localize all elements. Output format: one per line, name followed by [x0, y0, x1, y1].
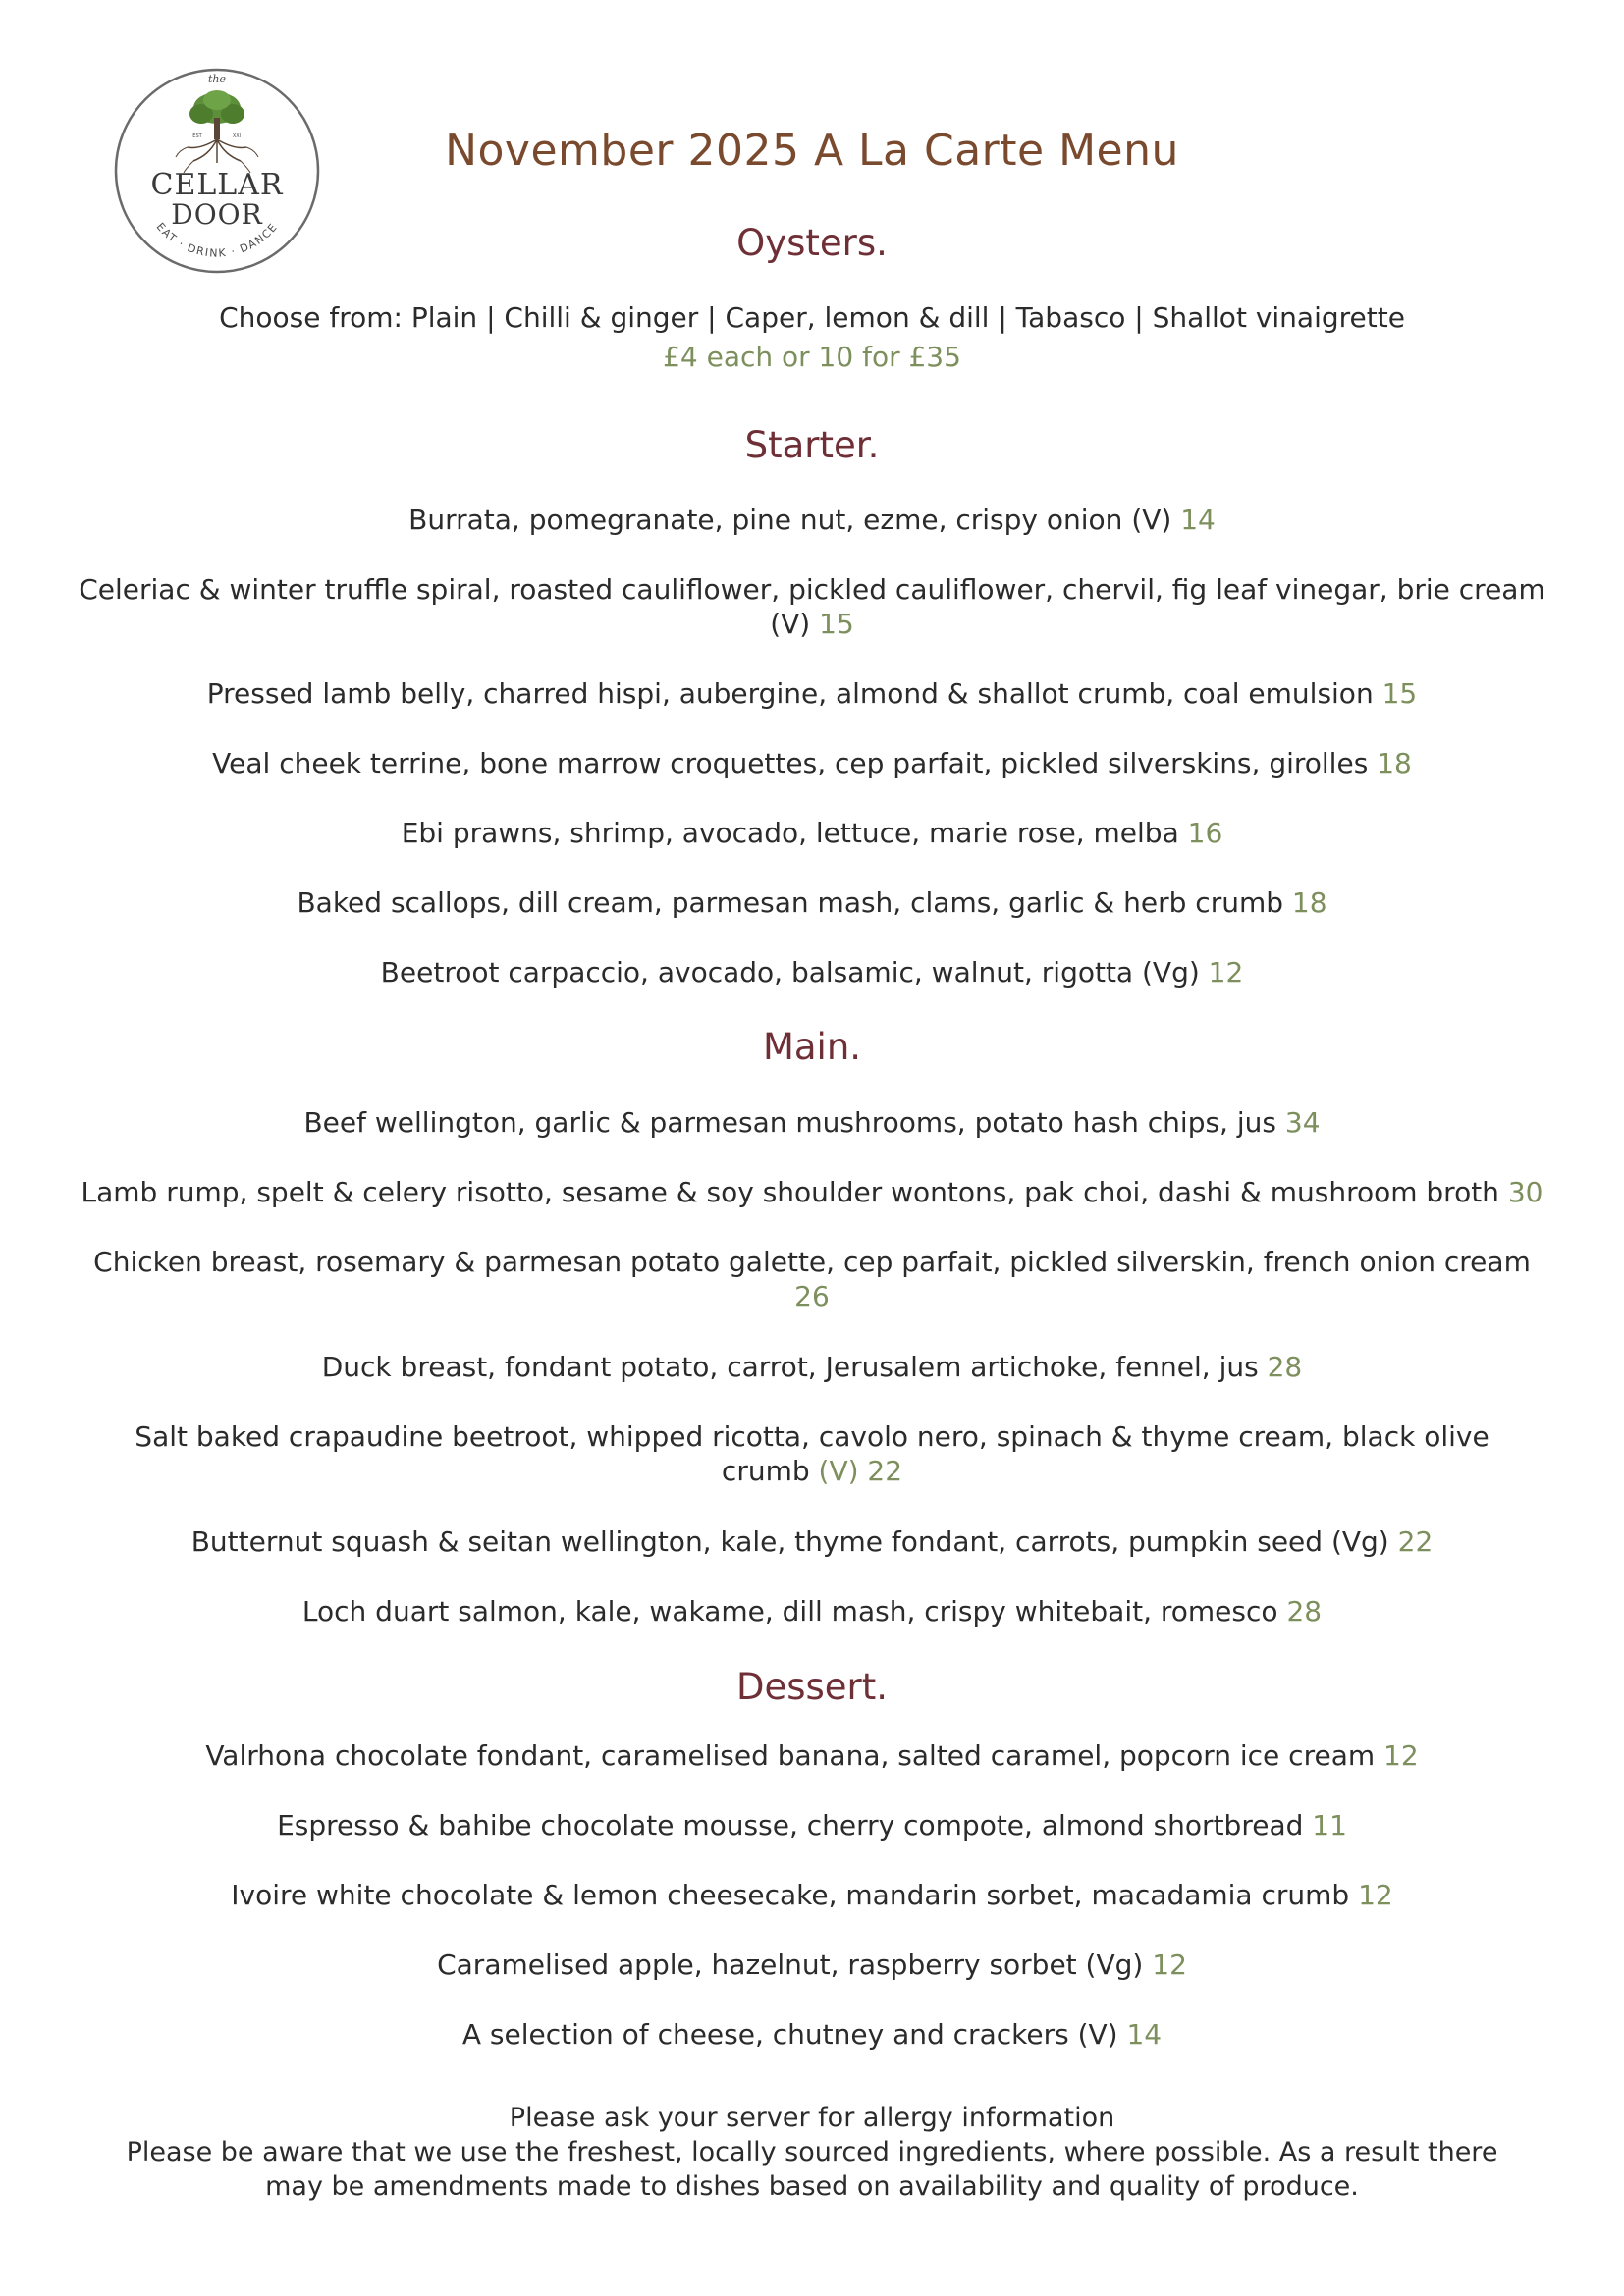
starter-heading: Starter.: [744, 424, 880, 466]
dish-text: Butternut squash & seitan wellington, kale, thyme fondant, carrots, pumpkin seed (Vg): [190, 1525, 1389, 1558]
dish-text: Lamb rump, spelt & celery risotto, sesame & soy shoulder wontons, pak choi, dashi & mushroom broth: [81, 1176, 1499, 1208]
logo-est-left: EST: [192, 133, 202, 139]
dish-text: Burrata, pomegranate, pine nut, ezme, crispy onion (V): [408, 504, 1172, 536]
sourcing-notice-line1: Please be aware that we use the freshest, locally sourced ingredients, where possible. As a result there: [126, 2137, 1498, 2167]
dessert-heading: Dessert.: [735, 1666, 889, 1708]
dessert-item: [79, 1948, 1545, 1982]
main-item: [79, 1245, 1545, 1313]
dish-price: 15: [819, 608, 854, 640]
dish-price: 11: [1312, 1809, 1347, 1842]
oysters-choices: Choose from: Plain | Chilli & ginger | Caper, lemon & dill | Tabasco | Shallot vinaigrette: [219, 301, 1405, 334]
dish-price: 15: [1381, 677, 1418, 710]
dish-text-continued: (V): [770, 608, 811, 640]
dish-price: 22: [1397, 1525, 1434, 1558]
dish-text: Duck breast, fondant potato, carrot, Jerusalem artichoke, fennel, jus: [321, 1351, 1259, 1383]
main-heading: Main.: [762, 1026, 862, 1068]
dish-text: Pressed lamb belly, charred hispi, aubergine, almond & shallot crumb, coal emulsion: [206, 677, 1374, 710]
dish-text: Beetroot carpaccio, avocado, balsamic, walnut, rigotta (Vg): [380, 956, 1200, 988]
logo-bottom-text: EAT · DRINK · DANCE: [153, 220, 281, 260]
main-item: [79, 1524, 1545, 1559]
dish-price: 14: [1126, 2018, 1163, 2051]
dish-price: 16: [1187, 817, 1223, 849]
dish-price: 18: [1377, 747, 1412, 779]
dessert-item: [79, 1878, 1545, 1912]
dish-text: Chicken breast, rosemary & parmesan potato galette, cep parfait, pickled silverskin, french onion cream: [93, 1246, 1531, 1278]
dish-text: Baked scallops, dill cream, parmesan mash, clams, garlic & herb crumb: [297, 886, 1283, 919]
dish-price: 12: [1208, 956, 1244, 988]
dish-price: 12: [1358, 1879, 1393, 1911]
oysters-price: £4 each or 10 for £35: [663, 341, 961, 373]
allergy-notice: Please ask your server for allergy information: [509, 2103, 1115, 2133]
starter-item: [79, 955, 1545, 989]
dish-text: Salt baked crapaudine beetroot, whipped ricotta, cavolo nero, spinach & thyme cream, black olive: [135, 1420, 1489, 1453]
menu-title: November 2025 A La Carte Menu: [445, 126, 1179, 176]
dish-price: 30: [1507, 1176, 1543, 1208]
dessert-item: [79, 1738, 1545, 1773]
main-item: [79, 1105, 1545, 1140]
dessert-item: [79, 2017, 1545, 2052]
dish-text: Veal cheek terrine, bone marrow croquettes, cep parfait, pickled silverskins, girolles: [212, 747, 1369, 779]
dish-text: Espresso & bahibe chocolate mousse, cherry compote, almond shortbread: [277, 1809, 1304, 1842]
dish-price: 28: [1267, 1351, 1303, 1383]
dish-text: A selection of cheese, chutney and crackers (V): [461, 2018, 1118, 2051]
main-item: [79, 1594, 1545, 1629]
dish-text: Ebi prawns, shrimp, avocado, lettuce, marie rose, melba: [401, 817, 1179, 849]
dish-text-continued: crumb: [721, 1455, 810, 1487]
logo-est-right: XXI: [232, 133, 242, 139]
logo-name-line1: CELLAR: [150, 168, 284, 202]
dish-text: Valrhona chocolate fondant, caramelised banana, salted caramel, popcorn ice cream: [205, 1739, 1376, 1772]
dish-price: 26: [794, 1280, 830, 1312]
dish-price: 12: [1152, 1949, 1187, 1981]
main-item: [79, 1350, 1545, 1384]
starter-item: [79, 676, 1545, 711]
dish-price: 18: [1291, 886, 1327, 919]
dish-text: Celeriac & winter truffle spiral, roasted cauliflower, pickled cauliflower, chervil, fig leaf vinegar, brie cream: [79, 573, 1545, 606]
starter-item: [79, 503, 1545, 537]
dish-text: Caramelised apple, hazelnut, raspberry sorbet (Vg): [437, 1949, 1144, 1981]
dish-text: Beef wellington, garlic & parmesan mushrooms, potato hash chips, jus: [303, 1106, 1276, 1139]
dish-text: Loch duart salmon, kale, wakame, dill mash, crispy whitebait, romesco: [301, 1595, 1278, 1628]
main-item: [79, 1419, 1545, 1488]
dish-text: Ivoire white chocolate & lemon cheesecake, mandarin sorbet, macadamia crumb: [231, 1879, 1350, 1911]
sourcing-notice-line2: may be amendments made to dishes based on availability and quality of produce.: [265, 2171, 1359, 2202]
starter-item: [79, 816, 1545, 850]
logo-top-text: the: [207, 73, 227, 85]
starter-item: [79, 885, 1545, 920]
dish-price: 28: [1286, 1595, 1323, 1628]
main-item: [79, 1175, 1545, 1209]
starter-item: [79, 746, 1545, 780]
starter-item: [79, 572, 1545, 641]
dish-price: 34: [1284, 1106, 1321, 1139]
oysters-heading: Oysters.: [736, 222, 888, 264]
logo-name-line2: DOOR: [171, 198, 263, 231]
dish-price: 14: [1180, 504, 1216, 536]
dish-price: 12: [1383, 1739, 1419, 1772]
dish-price: (V) 22: [818, 1455, 903, 1487]
dessert-item: [79, 1808, 1545, 1842]
